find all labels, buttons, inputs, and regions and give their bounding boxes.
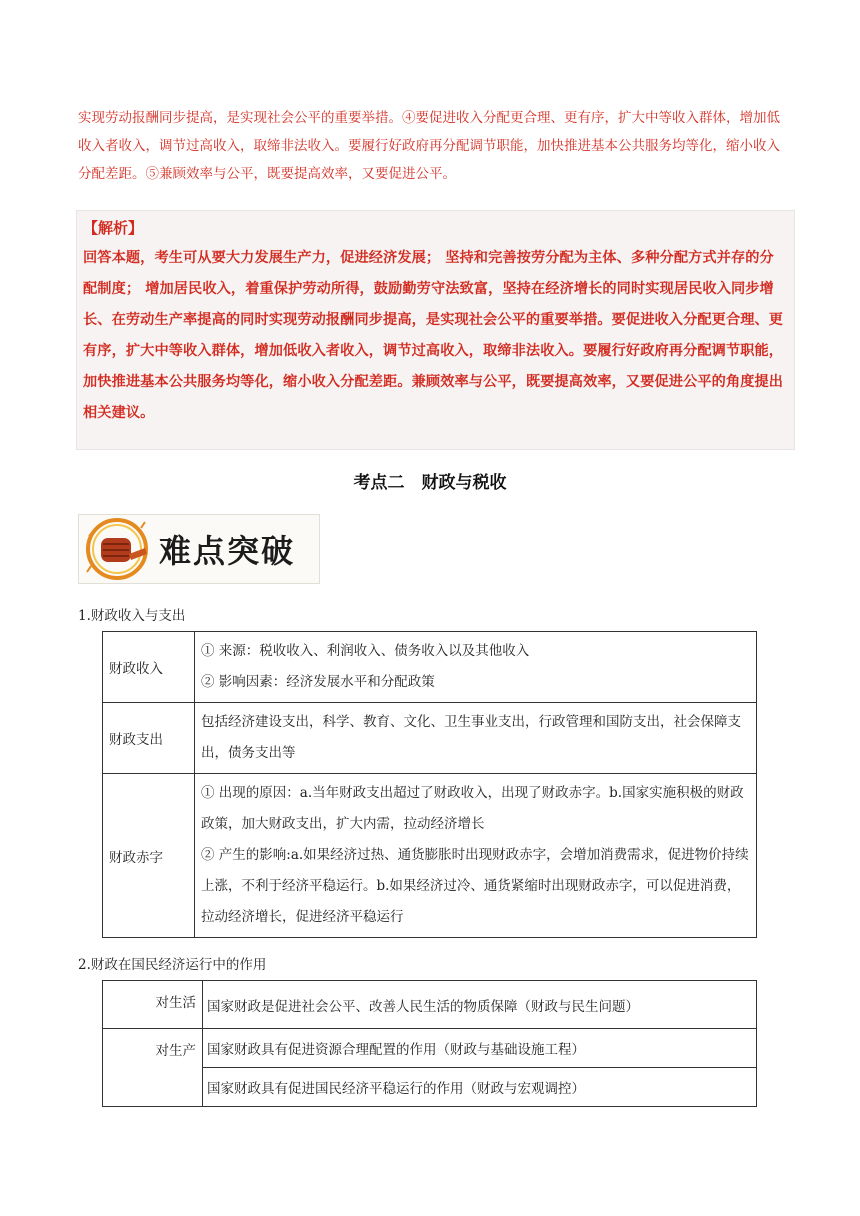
analysis-title: 【解析】 [83,219,144,237]
table-row [103,774,757,938]
row-content: 国家财政具有促进资源合理配置的作用（财政与基础设施工程） [203,1029,757,1068]
intro-paragraph: 实现劳动报酬同步提高，是实现社会公平的重要举措。④要促进收入分配更合理、更有序，扩大中等收入群体，增加低收入者收入，调节过高收入，取缔非法收入。要履行好政府再分配调节职能，加快推进基本公共服务均等化，缩小收入分配差距。⑤兼顾效率与公平，既要提高效率，又要促进公平。 [78,110,780,182]
row-label: 财政支出 [103,703,195,774]
table-row [103,1029,757,1068]
row-label: 财政赤字 [103,774,195,938]
finance-role-table [102,980,757,1107]
finance-income-expense-table [102,631,757,938]
table1-heading: 1.财政收入与支出 [78,608,186,624]
row-label: 对生活 [103,981,203,1029]
row-line: ② 产生的影响:a.如果经济过热、通货膨胀时出现财政赤字，会增加消费需求，促进物价持续上涨，不利于经济平稳运行。b.如果经济过冷、通货紧缩时出现财政赤字，可以促进消费，拉动经济增长，促进经济平稳运行 [201,847,749,925]
table-row [103,632,757,703]
row-line: ① 出现的原因：a.当年财政支出超过了财政收入，出现了财政赤字。b.国家实施积极的财政政策，加大财政支出，扩大内需，拉动经济增长 [201,785,744,832]
table-row [103,981,757,1029]
row-content [195,632,757,703]
row-content: 国家财政是促进社会公平、改善人民生活的物质保障（财政与民生问题） [203,981,757,1029]
row-content [195,703,757,774]
fist-icon [81,516,155,582]
difficulty-banner [78,514,320,584]
row-line: ① 来源：税收收入、利润收入、债务收入以及其他收入 [201,643,530,659]
row-line: ② 影响因素：经济发展水平和分配政策 [201,674,435,690]
banner-text: 难点突破 [159,532,296,570]
table2-heading: 2.财政在国民经济运行中的作用 [78,957,267,973]
row-label: 对生产 [103,1029,203,1107]
row-label: 财政收入 [103,632,195,703]
row-content [195,774,757,938]
row-content: 国家财政具有促进国民经济平稳运行的作用（财政与宏观调控） [203,1068,757,1107]
table-row [103,703,757,774]
section-title: 考点二 财政与税收 [353,473,507,493]
analysis-body: 回答本题，考生可从要大力发展生产力，促进经济发展； 坚持和完善按劳分配为主体、多种分配方式并存的分配制度； 增加居民收入，着重保护劳动所得，鼓励勤劳守法致富，坚持在经济增长的同时实现居民收入同步增长、在劳动生产率提高的同时实现劳动报酬同步提高，是实现社会公平的重要举措。要促进收入分配更合理、更有序，扩大中等收入群体，增加低收入者收入，调节过高收入，取缔非法收入。要履行好政府再分配调节职能，加快推进基本公共服务均等化，缩小收入分配差距。兼顾效率与公平，既要提高效率，又要促进公平的角度提出相关建议。 [83,250,784,421]
row-line: 包括经济建设支出，科学、教育、文化、卫生事业支出，行政管理和国防支出，社会保障支出，债务支出等 [201,714,741,761]
analysis-box [76,210,795,450]
